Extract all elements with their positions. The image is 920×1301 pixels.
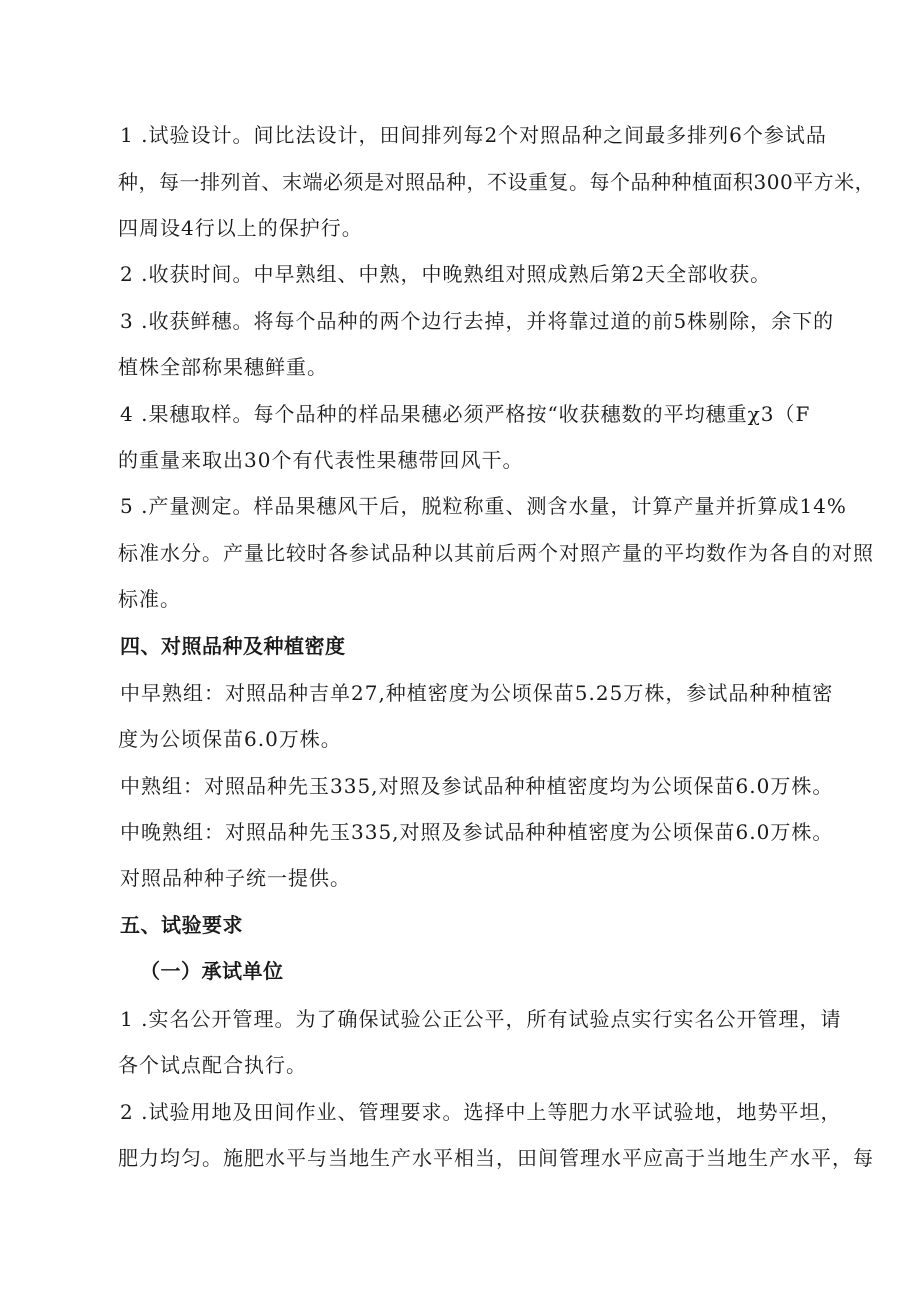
density-late: 中晚熟组：对照品种先玉335,对照及参试品种种植密度为公顷保苗6.0万株。 <box>120 820 834 844</box>
subsection-heading-1: （一）承试单位 <box>140 959 284 983</box>
req-1-line-1: 1 .实名公开管理。为了确保试验公正公平，所有试验点实行实名公开管理，请 <box>120 1007 842 1031</box>
density-early-line-1: 中早熟组：对照品种吉单27,种植密度为公顷保苗5.25万株，参试品种种植密 <box>120 681 834 705</box>
density-early-line-2: 度为公顷保苗6.0万株。 <box>118 727 342 751</box>
para-5-line-1: 5 .产量测定。样品果穗风干后，脱粒称重、测含水量，计算产量并折算成14% <box>120 494 847 518</box>
para-4-line-1: 4 .果穗取样。每个品种的样品果穗必须严格按“收获穗数的平均穗重χ3（F <box>120 402 811 426</box>
para-1-line-3: 四周设4行以上的保护行。 <box>118 216 363 240</box>
para-5-line-2: 标准水分。产量比较时各参试品种以其前后两个对照产量的平均数作为各自的对照 <box>118 541 874 565</box>
section-heading-4: 四、对照品种及种植密度 <box>120 634 346 658</box>
para-4-line-2: 的重量来取出30个有代表性果穗带回风干。 <box>118 448 524 472</box>
para-1-line-1: 1 .试验设计。间比法设计，田间排列每2个对照品种之间最多排列6个参试品 <box>120 123 827 147</box>
req-1-line-2: 各个试点配合执行。 <box>118 1053 307 1077</box>
para-3-line-2: 植株全部称果穗鲜重。 <box>118 355 328 379</box>
para-3-line-1: 3 .收获鲜穗。将每个品种的两个边行去掉，并将靠过道的前5株剔除，余下的 <box>120 309 835 333</box>
density-mid: 中熟组：对照品种先玉335,对照及参试品种种植密度均为公顷保苗6.0万株。 <box>120 774 834 798</box>
seed-supply-note: 对照品种种子统一提供。 <box>120 866 351 890</box>
section-heading-5: 五、试验要求 <box>120 913 243 937</box>
para-2-line-1: 2 .收获时间。中早熟组、中熟，中晚熟组对照成熟后第2天全部收获。 <box>120 262 772 286</box>
para-1-line-2: 种，每一排列首、末端必须是对照品种，不设重复。每个品种种植面积300平方米， <box>118 170 876 194</box>
req-2-line-1: 2 .试验用地及田间作业、管理要求。选择中上等肥力水平试验地，地势平坦， <box>120 1100 842 1124</box>
para-5-line-3: 标准。 <box>118 587 181 611</box>
req-2-line-2: 肥力均匀。施肥水平与当地生产水平相当，田间管理水平应高于当地生产水平，每 <box>118 1146 874 1170</box>
